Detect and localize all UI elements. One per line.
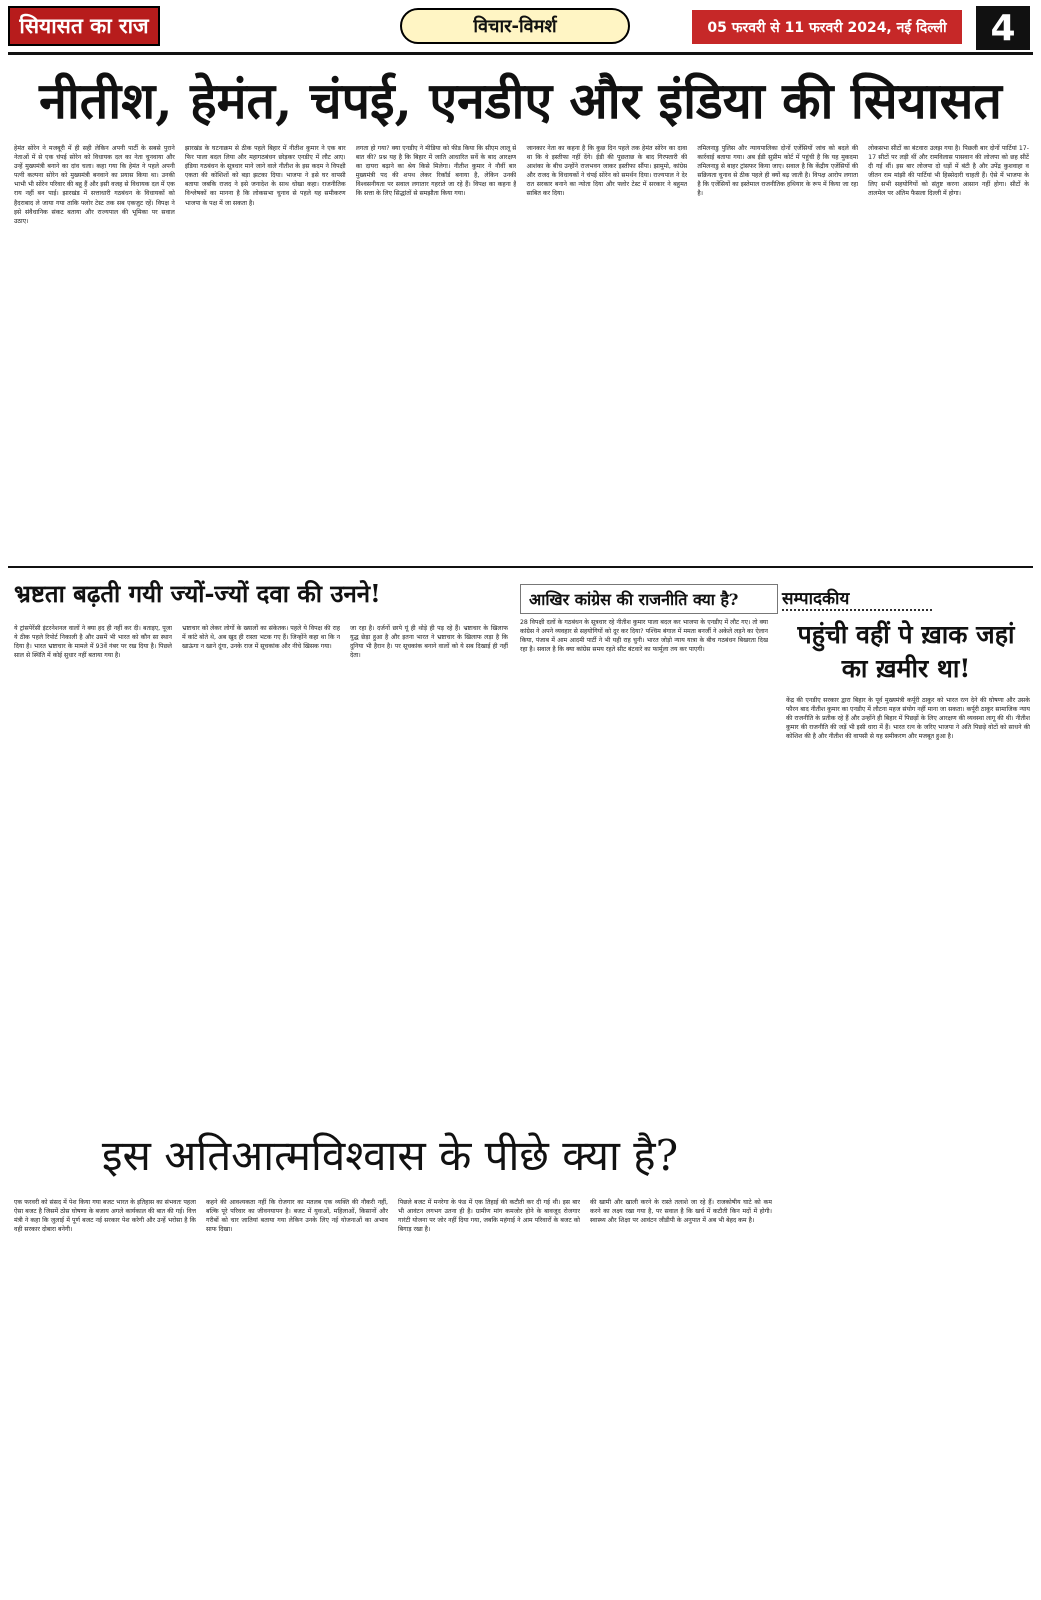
- page-number: 4: [976, 6, 1030, 50]
- congress-headline: आखिर कांग्रेस की राजनीति क्या है?: [520, 584, 778, 614]
- budget-column-4: की खामी और खाली करने के रास्ते तलाशे जा रहे हैं। राजकोषीय घाटे को कम करने का लक्ष्य रखा गया है, पर सवाल है कि खर्च में कटौती किन मदों में होगी। स्वास्थ्य और शिक्षा पर आवंटन जीडीपी के अनुपात में अब भी बेहद कम है।: [590, 1199, 772, 1225]
- top-divider: [8, 52, 1033, 55]
- masthead: [8, 6, 1033, 54]
- lead-column-4: जानकार नेता का कहना है कि कुछ दिन पहले तक हेमंत सोरेन का दावा था कि वे इस्तीफा नहीं देंगे। ईडी की पूछताछ के बाद गिरफ्तारी की आशंका के बीच उन्होंने राजभवन जाकर इस्तीफा सौंपा। झामुमो, कांग्रेस और राजद के विधायकों ने चंपई सोरेन को समर्थन दिया। राज्यपाल ने देर रात सरकार बनाने का न्योता दिया और फ्लोर टेस्ट में सरकार ने बहुमत साबित कर दिया।: [526, 145, 688, 198]
- editorial-title: पहुंची वहीं पे ख़ाक जहां का ख़मीर था!: [797, 620, 1015, 683]
- editorial-label: सम्पादकीय: [782, 586, 932, 611]
- issue-date: 05 फरवरी से 11 फरवरी 2024, नई दिल्ली: [692, 10, 962, 44]
- corruption-column-1: ये ट्रांसपेरेंसी इंटरनेशनल वालों ने क्या हद ही नहीं कर दी। बताइए, पूजा ये ठीक पहले रिपोर्ट निकाली है और उसमें भी भारत को कौन सा स्थान दिया है। भारत भ्रष्टाचार के मामले में 93वें नंबर पर रख दिया है। पिछले साल से स्थिति में कोई सुधार नहीं बताया गया है।: [14, 625, 172, 660]
- lead-column-5: तमिलनाडु पुलिस और न्यायपालिका दोनों एजेंसियों जांच को बदले की कार्रवाई बताया गया। अब ईडी सुप्रीम कोर्ट में पहुंची है कि यह मुकदमा तमिलनाडु से बाहर ट्रांसफर किया जाए। सवाल है कि केंद्रीय एजेंसियों की सक्रियता चुनाव से ठीक पहले ही क्यों बढ़ जाती है। विपक्ष आरोप लगाता है कि एजेंसियों का इस्तेमाल राजनीतिक हथियार के रूप में किया जा रहा है।: [697, 145, 859, 198]
- budget-headline: इस अतिआत्मविश्वास के पीछे क्या है?: [101, 1131, 679, 1180]
- budget-story-body: [14, 1198, 772, 1594]
- lead-story-body: [14, 144, 1029, 564]
- corruption-headline: भ्रष्टता बढ़ती गयी ज्यों-ज्यों दवा की उनने!: [14, 579, 381, 608]
- lead-headline: नीतीश, हेमंत, चंपई, एनडीए और इंडिया की सियासत: [39, 71, 1002, 130]
- lead-column-3: लगता हो गया? क्या एनडीए ने मीडिया को फीड किया कि सीएम लालू से बात की? प्रश्न यह है कि बिहार में जाति आधारित सर्वे के बाद आरक्षण का दायरा बढ़ाने का श्रेय किसे मिलेगा। नीतीश कुमार ने नौवीं बार मुख्यमंत्री पद की शपथ लेकर रिकॉर्ड बनाया है, लेकिन उनकी विश्वसनीयता पर सवाल लगातार गहराते जा रहे हैं। विपक्ष का कहना है कि सत्ता के लिए सिद्धांतों से समझौता किया गया।: [355, 145, 517, 198]
- corruption-column-2: भ्रष्टाचार को लेकर लोगों के ख्यालों का संकेतक। पहले ये विपक्ष की राह में कांटे बोते थे, अब खुद ही रास्ता भटक गए हैं। जिन्होंने कहा था कि न खाऊंगा न खाने दूंगा, उनके राज में सूचकांक और नीचे खिसक गया।: [182, 625, 340, 651]
- section-label: विचार-विमर्श: [400, 8, 630, 44]
- corruption-column-3: जा रहा है। दर्जनों छापे यूं ही थोड़े ही पड़ रहे हैं। भ्रष्टाचार के खिलाफ युद्ध छेड़ा हुआ है और इतना भारत ने भ्रष्टाचार के खिलाफ लड़ा है कि दुनिया भी हैरान है। पर सूचकांक बनाने वालों को ये सब दिखाई ही नहीं देता।: [350, 625, 508, 660]
- budget-column-2: कहने की आवश्यकता नहीं कि रोजगार का मतलब एक व्यक्ति की नौकरी नहीं, बल्कि पूरे परिवार का जीवनयापन है। बजट में युवाओं, महिलाओं, किसानों और गरीबों को चार जातियां बताया गया लेकिन उनके लिए नई योजनाओं का अभाव साफ दिखा।: [206, 1199, 388, 1234]
- newspaper-logo: सियासत का राज: [8, 6, 160, 46]
- budget-column-3: पिछले बजट में मनरेगा के फंड में एक तिहाई की कटौती कर दी गई थी। इस बार भी आवंटन लगभग उतना ही है। ग्रामीण मांग कमजोर होने के बावजूद रोजगार गारंटी योजना पर जोर नहीं दिया गया, जबकि महंगाई ने आम परिवारों के बजट को बिगाड़ रखा है।: [398, 1199, 580, 1234]
- budget-column-1: एक फरवरी को संसद में पेश किया गया बजट भारत के इतिहास का संभवतः पहला ऐसा बजट है जिसमें ठोस घोषणा के बजाय अगले कार्यकाल की बात की गई। वित्त मंत्री ने कहा कि जुलाई में पूर्ण बजट नई सरकार पेश करेगी और उन्हें भरोसा है कि वही सरकार दोबारा बनेगी।: [14, 1199, 196, 1234]
- lead-column-1: हेमंत सोरेन ने मजबूरी में ही सही लेकिन अपनी पार्टी के सबसे पुराने नेताओं में से एक चंपई सोरेन को विधायक दल का नेता चुनवाया और उन्हें मुख्यमंत्री बनाने का दांव चला। कहा गया कि हेमंत ने पहले अपनी पत्नी कल्पना सोरेन को मुख्यमंत्री बनवाने का प्रयास किया था। उनकी भाभी भी सोरेन परिवार की बहू हैं और इसी वजह से विधायक दल में एक राय नहीं बन पाई। झारखंड में सत्ताधारी गठबंधन के विधायकों को हैदराबाद ले जाया गया ताकि फ्लोर टेस्ट तक सब एकजुट रहें। विपक्ष ने इसे संवैधानिक संकट बताया और राज्यपाल की भूमिका पर सवाल उठाए।: [14, 145, 175, 225]
- section-divider: [8, 566, 1033, 568]
- editorial-body: केंद्र की एनडीए सरकार द्वारा बिहार के पूर्व मुख्यमंत्री कर्पूरी ठाकुर को भारत रत्न देने की घोषणा और उसके फौरन बाद नीतीश कुमार का एनडीए में लौटना महज संयोग नहीं माना जा सकता। कर्पूरी ठाकुर सामाजिक न्याय की राजनीति के प्रतीक रहे हैं और उन्होंने ही बिहार में पिछड़ों के लिए आरक्षण की व्यवस्था लागू की थी। नीतीश कुमार की राजनीति की जड़ें भी इसी धारा में हैं। भारत रत्न के जरिए भाजपा ने अति पिछड़े वोटों को साधने की कोशिश की है और नीतीश की वापसी से यह समीकरण और मजबूत हुआ है।: [786, 697, 1030, 741]
- corruption-story-body: [14, 624, 508, 1104]
- lead-column-2: झारखंड के घटनाक्रम से ठीक पहले बिहार में नीतीश कुमार ने एक बार फिर पाला बदल लिया और महागठबंधन छोड़कर एनडीए में लौट आए। इंडिया गठबंधन के सूत्रधार माने जाने वाले नीतीश के इस कदम ने विपक्षी एकता की कोशिशों को बड़ा झटका दिया। भाजपा ने इसे घर वापसी बताया जबकि राजद ने इसे जनादेश के साथ धोखा कहा। राजनीतिक विश्लेषकों का मानना है कि लोकसभा चुनाव से पहले यह समीकरण भाजपा के पक्ष में जा सकता है।: [184, 145, 346, 207]
- congress-story-body: 28 विपक्षी दलों के गठबंधन के सूत्रधार रहे नीतीश कुमार पाला बदल कर भाजपा के एनडीए में लौट गए। तो क्या कांग्रेस ने अपने व्यवहार से सहयोगियों को दूर कर दिया? पश्चिम बंगाल में ममता बनर्जी ने अकेले लड़ने का ऐलान किया, पंजाब में आम आदमी पार्टी ने भी यही राह चुनी। भारत जोड़ो न्याय यात्रा के बीच गठबंधन बिखरता दिख रहा है। सवाल है कि क्या कांग्रेस समय रहते सीट बंटवारे का फार्मूला तय कर पाएगी।: [520, 619, 768, 654]
- lead-column-6: लोकसभा सीटों का बंटवारा उलझ गया है। पिछली बार दोनों पार्टियां 17-17 सीटों पर लड़ी थीं और रामविलास पासवान की लोजपा को छह सीटें दी गई थीं। इस बार लोजपा दो धड़ों में बंटी है और उपेंद्र कुशवाहा व जीतन राम मांझी की पार्टियां भी हिस्सेदारी चाहती हैं। ऐसे में भाजपा के लिए सभी सहयोगियों को संतुष्ट करना आसान नहीं होगा। सीटों के तालमेल पर अंतिम फैसला दिल्ली में होगा।: [868, 145, 1029, 198]
